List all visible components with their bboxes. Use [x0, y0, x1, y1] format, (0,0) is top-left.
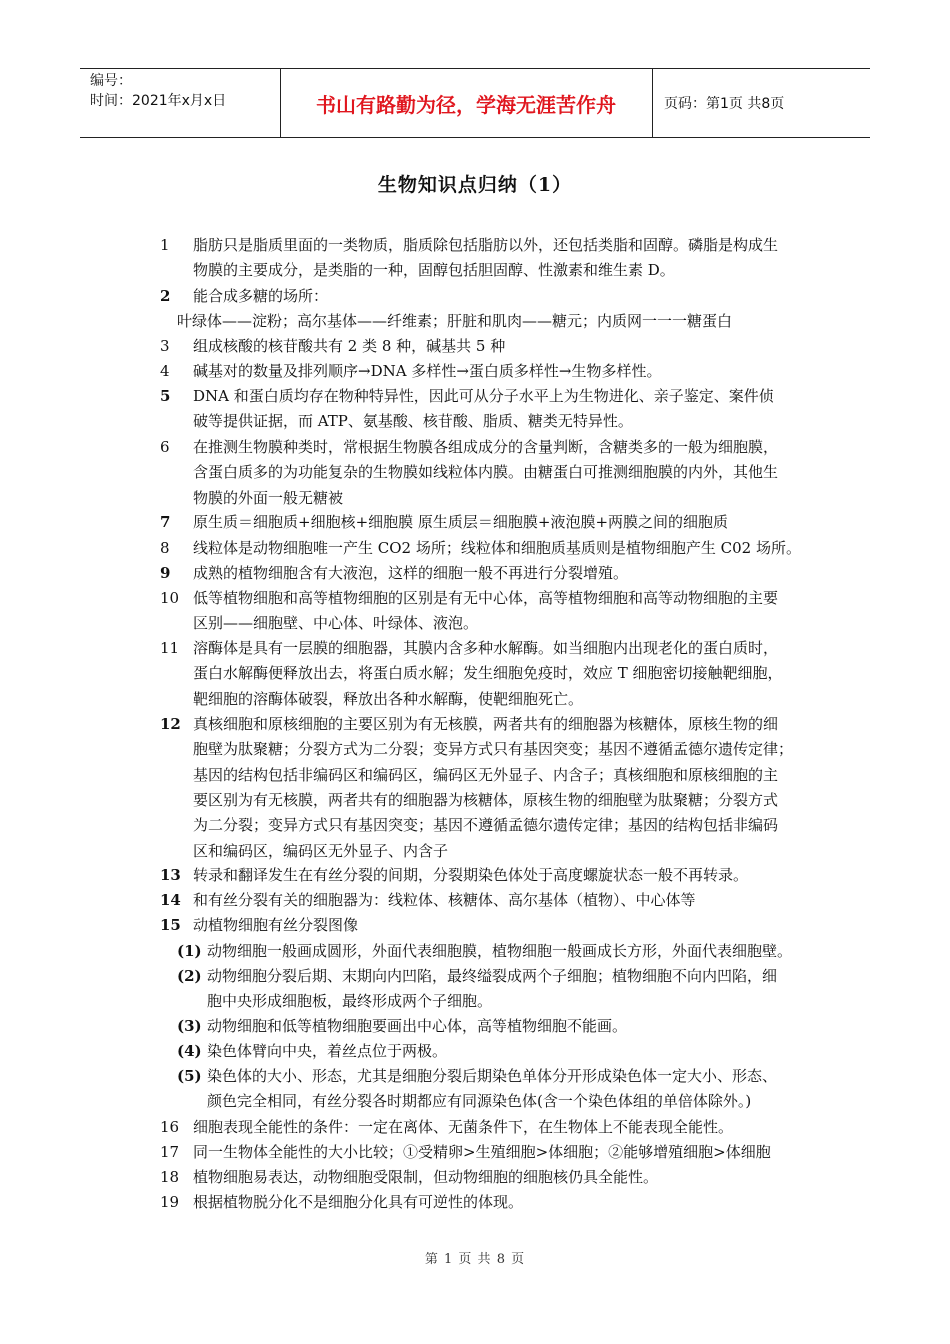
item-text-line: 真核细胞和原核细胞的主要区别为有无核膜，两者共有的细胞器为核糖体，原核生物的细 — [193, 715, 779, 733]
item-number: 10 — [160, 589, 180, 607]
item-text-line: 组成核酸的核苷酸共有 2 类 8 种，碱基共 5 种 — [193, 337, 506, 355]
item-text-line: 在推测生物膜种类时，常根据生物膜各组成成分的含量判断，含糖类多的一般为细胞膜， — [193, 438, 779, 456]
item-text-line: 动物细胞和低等植物细胞要画出中心体，高等植物细胞不能画。 — [207, 1017, 628, 1035]
item-number: 14 — [160, 891, 181, 909]
item-number: 6 — [160, 438, 170, 456]
document-title: 生物知识点归纳（1） — [377, 174, 573, 196]
item-text-line: 动物细胞分裂后期、末期向内凹陷，最终缢裂成两个子细胞；植物细胞不向内凹陷，细 — [207, 967, 778, 985]
item-text-line: 基因的结构包括非编码区和编码区，编码区无外显子、内含子；真核细胞和原核细胞的主 — [193, 765, 779, 784]
item-text-line: 破等提供证据，而 ATP、氨基酸、核苷酸、脂质、糖类无特异性。 — [193, 412, 633, 431]
item-text-line: 要区别为有无核膜，两者共有的细胞器为核糖体，原核生物的细胞壁为肽聚糖；分裂方式 — [193, 790, 779, 809]
header-divider — [652, 69, 653, 137]
item-text-line: 转录和翻译发生在有丝分裂的间期，分裂期染色体处于高度螺旋状态一般不再转录。 — [193, 866, 749, 884]
item-number: 1 — [160, 236, 170, 254]
item-text-line: 区别——细胞壁、中心体、叶绿体、液泡。 — [193, 614, 479, 633]
item-text-line: 根据植物脱分化不是细胞分化具有可逆性的体现。 — [193, 1193, 524, 1211]
item-number: 5 — [160, 387, 171, 405]
item-number: 16 — [160, 1118, 180, 1136]
item-number: 2 — [160, 287, 171, 305]
item-text-line: 动物细胞一般画成圆形，外面代表细胞膜，植物细胞一般画成长方形，外面代表细胞壁。 — [207, 942, 793, 960]
item-text-line: 线粒体是动物细胞唯一产生 CO2 场所；线粒体和细胞质基质则是植物细胞产生 C02 场所。 — [193, 539, 801, 557]
item-text-line: 蛋白水解酶便释放出去，将蛋白质水解；发生细胞免疫时，效应 T 细胞密切接触靶细胞， — [193, 664, 783, 683]
page-label: 页码：第1页 共8页 — [664, 96, 785, 112]
item-number: 11 — [160, 639, 180, 657]
page-footer: 第 1 页 共 8 页 — [424, 1252, 526, 1267]
item-text-line: DNA 和蛋白质均存在物种特异性，因此可从分子水平上为生物进化、亲子鉴定、案件侦 — [193, 387, 774, 405]
item-text-line: 区和编码区，编码区无外显子、内含子 — [193, 841, 449, 860]
item-text-line: 碱基对的数量及排列顺序→DNA 多样性→蛋白质多样性→生物多样性。 — [193, 362, 662, 380]
header-motto: 书山有路勤为径，学海无涯苦作舟 — [316, 92, 616, 117]
item-number: 7 — [160, 513, 171, 531]
item-text-line: 为二分裂；变异方式只有基因突变；基因不遵循孟德尔遗传定律；基因的结构包括非编码 — [193, 816, 779, 835]
item-number: (1) — [177, 942, 202, 960]
item-number: 9 — [160, 564, 171, 582]
header-meta — [90, 71, 280, 111]
item-number: 17 — [160, 1143, 180, 1161]
item-text-line: 溶酶体是具有一层膜的细胞器，其膜内含多种水解酶。如当细胞内出现老化的蛋白质时， — [193, 639, 779, 657]
item-number: 3 — [160, 337, 170, 355]
code-label: 编号： — [90, 73, 132, 89]
item-number: 12 — [160, 715, 181, 733]
item-number: 13 — [160, 866, 181, 884]
item-text-line: 靶细胞的溶酶体破裂，释放出各种水解酶，使靶细胞死亡。 — [193, 689, 584, 708]
time-label: 时间：2021年x月x日 — [90, 93, 227, 109]
item-text-line: 染色体臂向中央，着丝点位于两极。 — [207, 1042, 448, 1060]
item-text-line: 细胞表现全能性的条件：一定在离体、无菌条件下，在生物体上不能表现全能性。 — [193, 1118, 734, 1136]
item-text-line: 植物细胞易表达，动物细胞受限制，但动物细胞的细胞核仍具全能性。 — [193, 1168, 659, 1186]
item-number: 8 — [160, 539, 170, 557]
item-text-line: 原生质＝细胞质+细胞核+细胞膜 原生质层＝细胞膜+液泡膜+两膜之间的细胞质 — [193, 513, 729, 531]
item-text-line: 动植物细胞有丝分裂图像 — [193, 916, 359, 934]
item-text-line: 颜色完全相同，有丝分裂各时期都应有同源染色体(含一个染色体组的单倍体除外。) — [207, 1092, 752, 1111]
item-text-line: 含蛋白质多的为功能复杂的生物膜如线粒体内膜。由糖蛋白可推测细胞膜的内外，其他生 — [193, 463, 779, 482]
item-text-line: 同一生物体全能性的大小比较；①受精卵>生殖细胞>体细胞；②能够增殖细胞>体细胞 — [193, 1143, 771, 1161]
item-text-line: 胞中央形成细胞板，最终形成两个子细胞。 — [207, 992, 493, 1011]
item-text-line: 胞壁为肽聚糖；分裂方式为二分裂；变异方式只有基因突变；基因不遵循孟德尔遗传定律； — [193, 740, 794, 759]
item-text-line: 物膜的外面一般无糖被 — [193, 488, 344, 507]
item-text-line: 脂肪只是脂质里面的一类物质，脂质除包括脂肪以外，还包括类脂和固醇。磷脂是构成生 — [193, 236, 779, 254]
item-number: (2) — [177, 967, 202, 985]
item-number: 4 — [160, 362, 170, 380]
item-number: (3) — [177, 1017, 202, 1035]
item-text-line: 能合成多糖的场所： — [193, 287, 329, 305]
item-text-line: 成熟的植物细胞含有大液泡，这样的细胞一般不再进行分裂增殖。 — [193, 564, 629, 582]
item-text-line: 染色体的大小、形态，尤其是细胞分裂后期染色单体分开形成染色体一定大小、形态、 — [207, 1067, 778, 1085]
item-text-line: 物膜的主要成分，是类脂的一种，固醇包括胆固醇、性激素和维生素 D。 — [193, 261, 675, 280]
item-number: 15 — [160, 916, 181, 934]
document-header — [80, 68, 870, 138]
item-text-line: 和有丝分裂有关的细胞器为：线粒体、核糖体、高尔基体（植物）、中心体等 — [193, 891, 696, 909]
item-number: 19 — [160, 1193, 180, 1211]
item-number: 18 — [160, 1168, 180, 1186]
item-number: (4) — [177, 1042, 202, 1060]
item-number: (5) — [177, 1067, 202, 1085]
item-text-line: 低等植物细胞和高等植物细胞的区别是有无中心体，高等植物细胞和高等动物细胞的主要 — [193, 589, 779, 607]
item-text-line: 叶绿体——淀粉；高尔基体——纤维素；肝脏和肌肉——糖元；内质网一一一糖蛋白 — [177, 312, 733, 331]
